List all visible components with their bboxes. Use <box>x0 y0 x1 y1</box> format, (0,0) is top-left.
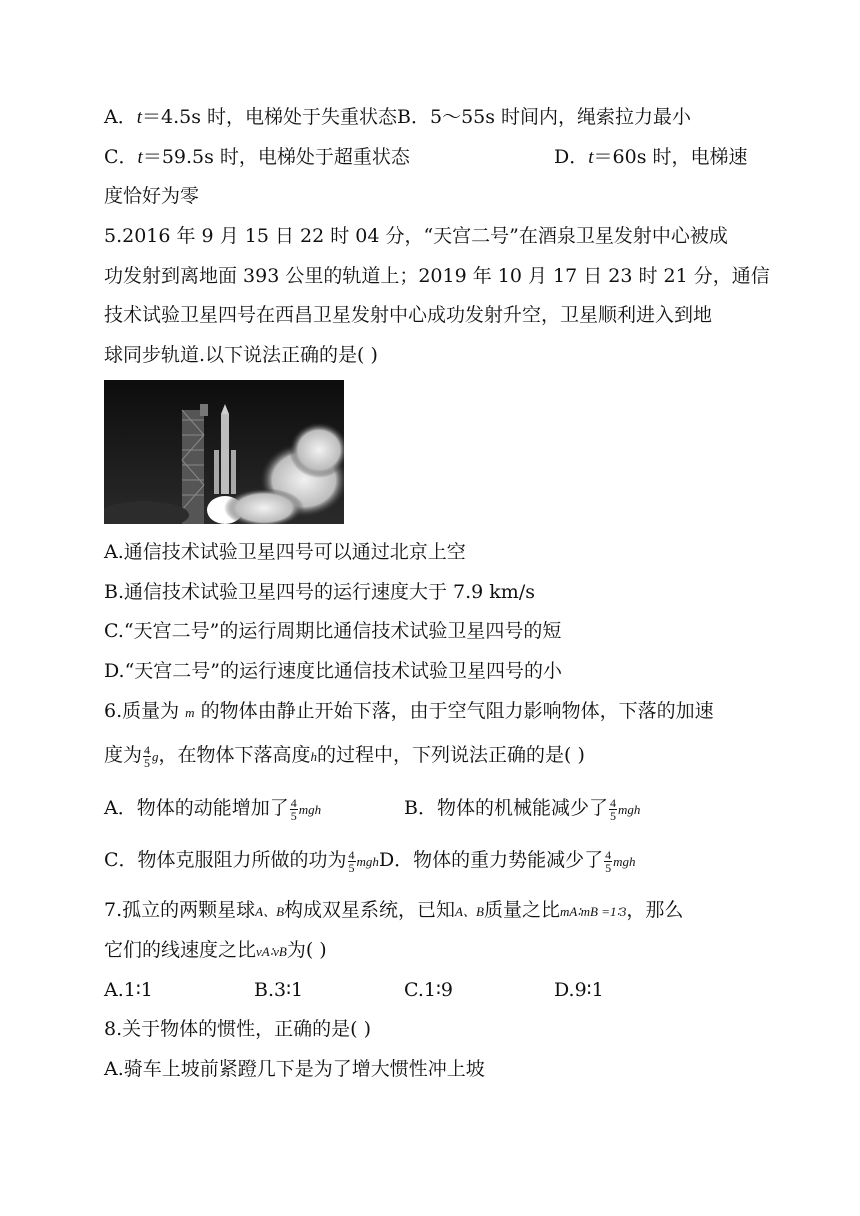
frac-num: 4 <box>144 742 151 757</box>
q4-option-c-var: t <box>137 147 143 168</box>
q7-stem-line-1 <box>104 898 683 924</box>
q4-option-a-var: t <box>136 107 143 128</box>
q6-fraction <box>290 797 298 822</box>
q6-stem-line-2 <box>104 740 585 770</box>
rocket-launch-photo <box>104 380 344 524</box>
q5-option-a: A.通信技术试验卫星四号可以通过北京上空 <box>104 541 466 563</box>
q5-option-b: B.通信技术试验卫星四号的运行速度大于 7.9 km/s <box>104 581 535 603</box>
q5-option-c: C.“天宫二号”的运行周期比通信技术试验卫星四号的短 <box>104 620 562 642</box>
q7-var-ab: A、B <box>455 904 484 919</box>
q7-var-ab: A、B <box>255 904 285 919</box>
q6-option-d-text: D．物体的重力势能减少了 <box>378 849 604 871</box>
q6-var-h: h <box>310 749 318 764</box>
frac-den: 5 <box>144 755 151 770</box>
q7-text: 为( ) <box>286 939 327 961</box>
q7-option-b: B.3∶1 <box>254 979 304 1001</box>
q6-fraction <box>348 849 356 874</box>
q7-stem-line-2 <box>104 938 327 964</box>
q4-row-ab <box>104 105 691 130</box>
q6-stem-line-1 <box>104 699 714 725</box>
q4-option-d <box>554 145 747 170</box>
q8-stem: 8.关于物体的惯性，正确的是( ) <box>104 1018 371 1040</box>
q4-option-c <box>104 145 410 170</box>
q7-option-c: C.1∶9 <box>404 979 454 1001</box>
q4-option-d-cont: 度恰好为零 <box>104 185 200 207</box>
q4-option-c-text: ＝59.5s 时，电梯处于超重状态 <box>142 146 410 168</box>
q4-option-c-label: C． <box>104 146 138 168</box>
q6-fraction <box>609 797 617 822</box>
q6-option-b <box>404 793 640 823</box>
q6-mgh: mgh <box>617 802 641 817</box>
frac-den: 5 <box>609 808 616 823</box>
q6-option-b-text: B．物体的机械能减少了 <box>404 797 608 819</box>
q4-option-d-var: t <box>588 147 594 168</box>
frac-den: 5 <box>290 808 297 823</box>
q6-text: ，在物体下落高度 <box>158 744 311 766</box>
q6-text: 6.质量为 <box>104 700 186 722</box>
q7-option-a: A.1∶1 <box>104 979 153 1001</box>
rocket-launch-illustration <box>104 380 344 524</box>
q4-option-a-text: ＝4.5s 时，电梯处于失重状态 <box>142 106 398 128</box>
q7-text: ，那么 <box>626 899 684 921</box>
q5-stem-line-1: 5.2016 年 9 月 15 日 22 时 04 分，“天宫二号”在酒泉卫星发射中心被成 <box>104 225 728 247</box>
q6-var-m: m <box>185 705 195 720</box>
q6-fraction <box>604 849 612 874</box>
q4-option-b: B．5～55s 时间内，绳索拉力最小 <box>397 106 692 128</box>
q5-stem-line-2: 功发射到离地面 393 公里的轨道上；2019 年 10 月 17 日 23 时 21 分，通信 <box>104 265 770 287</box>
q6-mgh: mgh <box>356 854 379 869</box>
q7-velocity-ratio: vA∶vB <box>256 944 287 959</box>
q8-option-a: A.骑车上坡前紧蹬几下是为了增大惯性冲上坡 <box>104 1058 485 1080</box>
q6-mgh: mgh <box>613 854 636 869</box>
frac-num: 4 <box>348 847 355 862</box>
q4-option-d-label: D． <box>554 146 589 168</box>
q6-text: 的物体由静止开始下落，由于空气阻力影响物体，下落的加速 <box>194 700 714 722</box>
q6-option-a <box>104 793 321 823</box>
q5-option-d: D.“天宫二号”的运行速度比通信技术试验卫星四号的小 <box>104 660 563 682</box>
q6-text: 的过程中，下列说法正确的是( ) <box>317 744 585 766</box>
q5-stem-line-3: 技术试验卫星四号在西昌卫星发射中心成功发射升空，卫星顺利进入到地 <box>104 304 713 326</box>
q7-text: 质量之比 <box>483 899 560 921</box>
q7-option-d: D.9∶1 <box>554 979 604 1001</box>
q6-option-c-text: C．物体克服阻力所做的功为 <box>104 849 347 871</box>
q7-text: 它们的线速度之比 <box>104 939 257 961</box>
frac-den: 5 <box>348 860 355 875</box>
frac-num: 4 <box>290 795 297 810</box>
frac-num: 4 <box>605 847 612 862</box>
q6-mgh: mgh <box>298 802 322 817</box>
frac-num: 4 <box>609 795 616 810</box>
q6-row-cd <box>104 845 636 875</box>
q7-mass-ratio: mA∶mB =1∶3 <box>559 904 627 919</box>
q6-var-g: g <box>152 749 159 764</box>
q7-text: 构成双星系统，已知 <box>284 899 456 921</box>
q6-fraction <box>143 744 151 769</box>
q4-option-d-text: ＝60s 时，电梯速 <box>593 146 748 168</box>
q4-option-a-label: A． <box>104 106 137 128</box>
q6-option-a-text: A．物体的动能增加了 <box>104 797 289 819</box>
q7-text: 7.孤立的两颗星球 <box>104 899 256 921</box>
q5-stem-line-4: 球同步轨道.以下说法正确的是( ) <box>104 344 378 366</box>
frac-den: 5 <box>605 860 612 875</box>
q6-text: 度为 <box>104 744 143 766</box>
